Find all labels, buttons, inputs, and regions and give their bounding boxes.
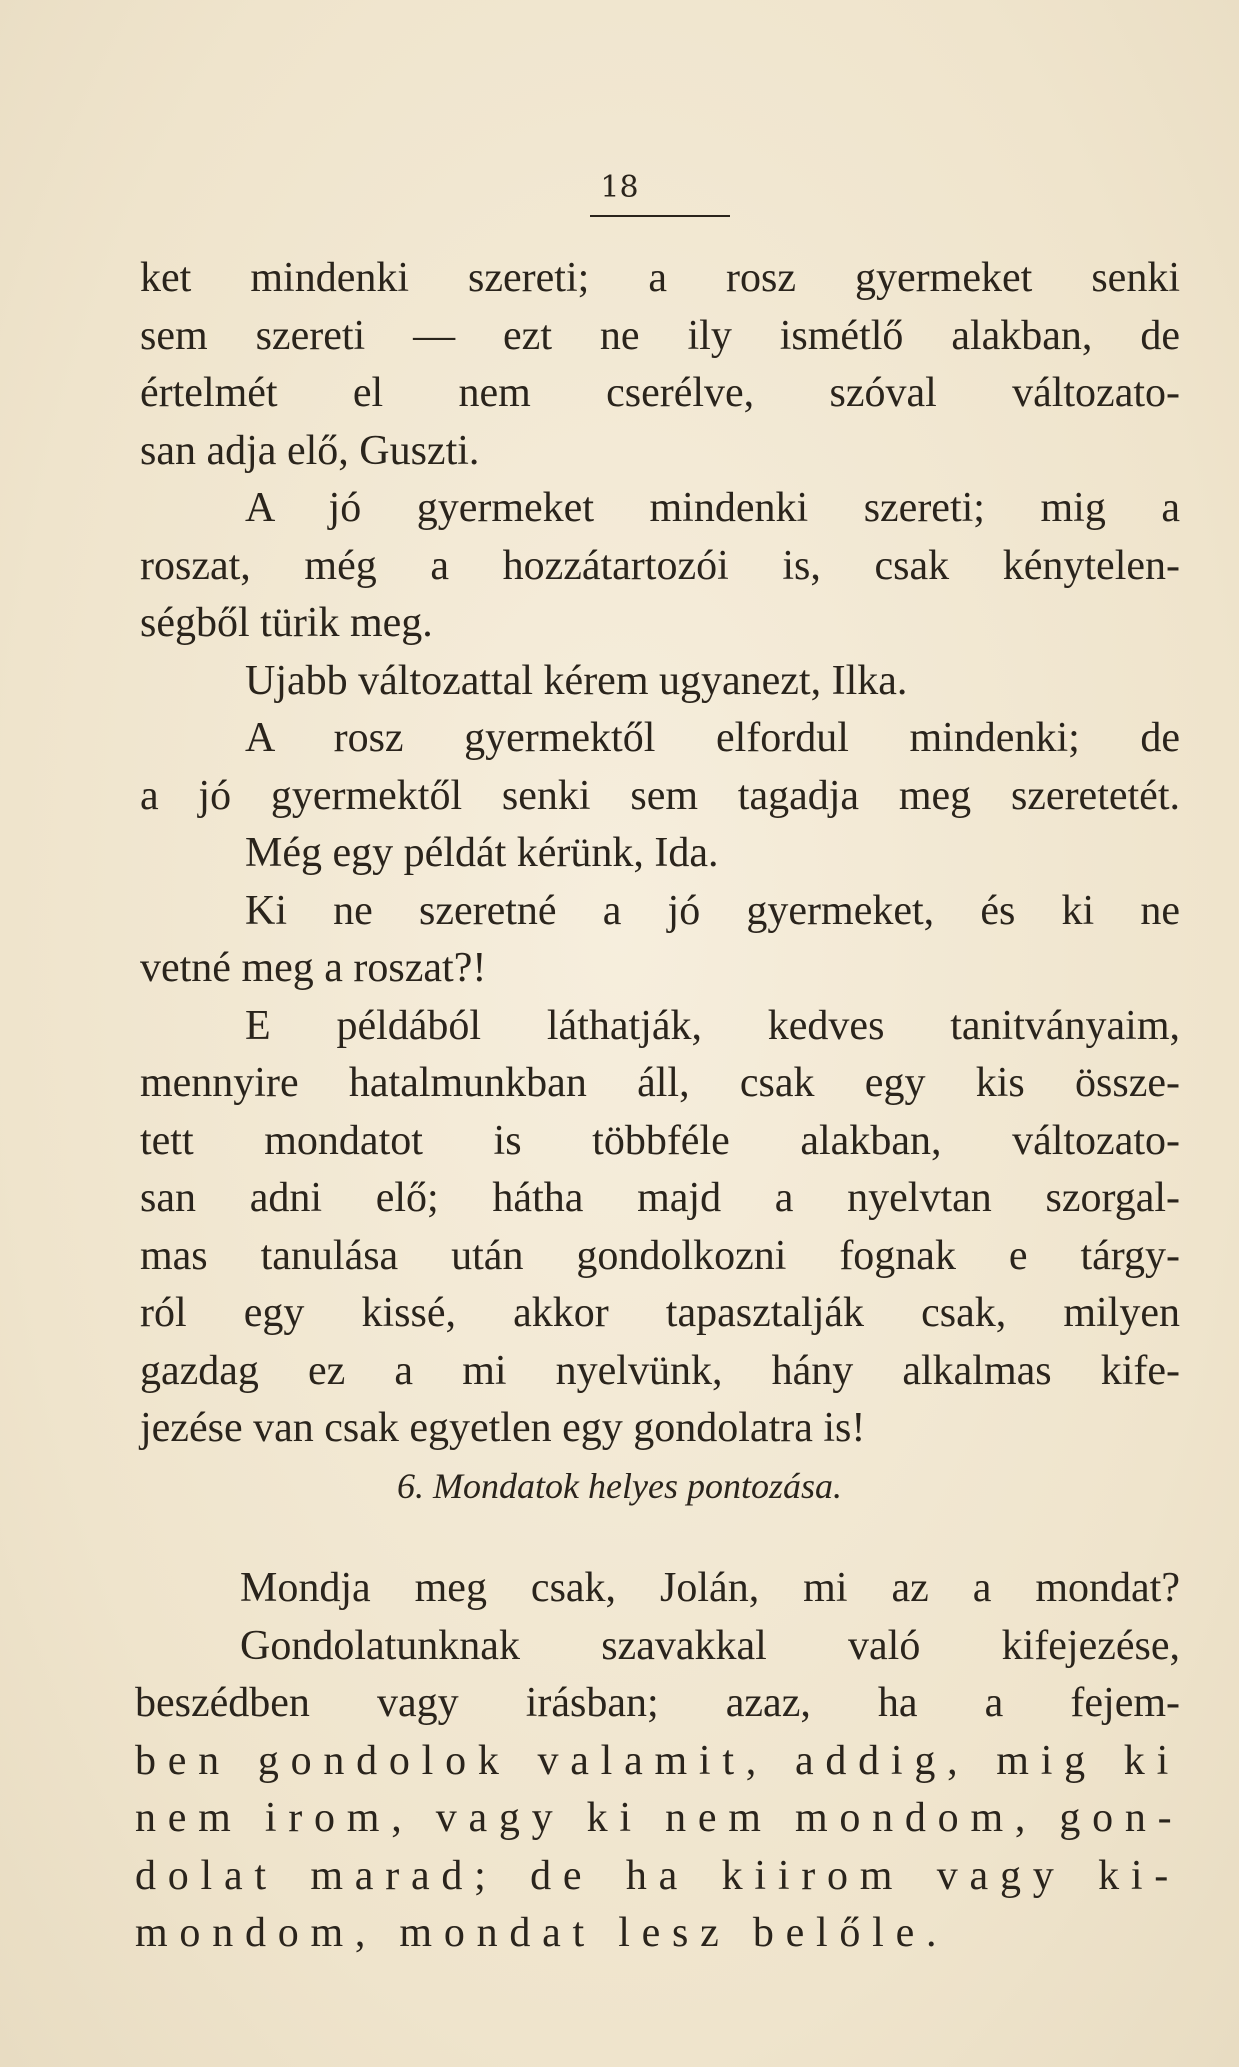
text-line: a jó gyermektől senki sem tagadja meg szeretetét.	[140, 772, 1180, 819]
text-line: dolat marad; de ha kiirom vagy ki-	[135, 1852, 1180, 1899]
text-line: ségből türik meg.	[140, 600, 433, 646]
text-line: beszédben vagy irásban; azaz, ha a fejem-	[135, 1680, 1180, 1726]
text-line: ben gondolok valamit, addig, mig ki	[135, 1737, 1180, 1784]
text-line: ról egy kissé, akkor tapasztalják csak, milyen	[140, 1290, 1180, 1336]
page-number-rule	[590, 215, 730, 217]
text-line: Gondolatunknak szavakkal való kifejezése,	[240, 1622, 1180, 1669]
text-line: Mondja meg csak, Jolán, mi az a mondat?	[240, 1565, 1180, 1611]
text-line: Ki ne szeretné a jó gyermeket, és ki ne	[245, 887, 1180, 934]
text-line: nem irom, vagy ki nem mondom, gon-	[135, 1795, 1184, 1841]
text-line: A rosz gyermektől elfordul mindenki; de	[245, 715, 1180, 761]
text-line: mondom, mondat lesz belőle.	[135, 1910, 949, 1956]
text-line: Ujabb változattal kérem ugyanezt, Ilka.	[245, 657, 908, 704]
text-line: sem szereti — ezt ne ily ismétlő alakban, de	[140, 312, 1180, 359]
body-text	[140, 250, 1180, 1458]
text-line: tett mondatot is többféle alakban, változato-	[140, 1117, 1180, 1164]
text-line: san adja elő, Guszti.	[140, 427, 480, 474]
text-line: jezése van csak egyetlen egy gondolatra is!	[140, 1405, 866, 1451]
text-line: mennyire hatalmunkban áll, csak egy kis össze-	[140, 1060, 1180, 1106]
text-line: san adni elő; hátha majd a nyelvtan szorgal-	[140, 1175, 1180, 1221]
section-text	[135, 1560, 1184, 1963]
text-line: mas tanulása után gondolkozni fognak e tárgy-	[140, 1232, 1180, 1279]
text-line: Még egy példát kérünk, Ida.	[245, 830, 719, 876]
text-line: vetné meg a roszat?!	[140, 945, 487, 991]
text-line: E példából láthatják, kedves tanitványaim,	[245, 1002, 1180, 1049]
text-line: gazdag ez a mi nyelvünk, hány alkalmas kife-	[140, 1347, 1180, 1394]
page-number: 18	[600, 170, 639, 205]
text-line: értelmét el nem cserélve, szóval változato-	[140, 370, 1180, 416]
text-line: A jó gyermeket mindenki szereti; mig a	[245, 485, 1180, 531]
text-line: roszat, még a hozzátartozói is, csak kénytelen-	[140, 542, 1180, 589]
text-line: ket mindenki szereti; a rosz gyermeket senki	[140, 255, 1180, 301]
section-heading: 6. Mondatok helyes pontozása.	[397, 1466, 842, 1506]
